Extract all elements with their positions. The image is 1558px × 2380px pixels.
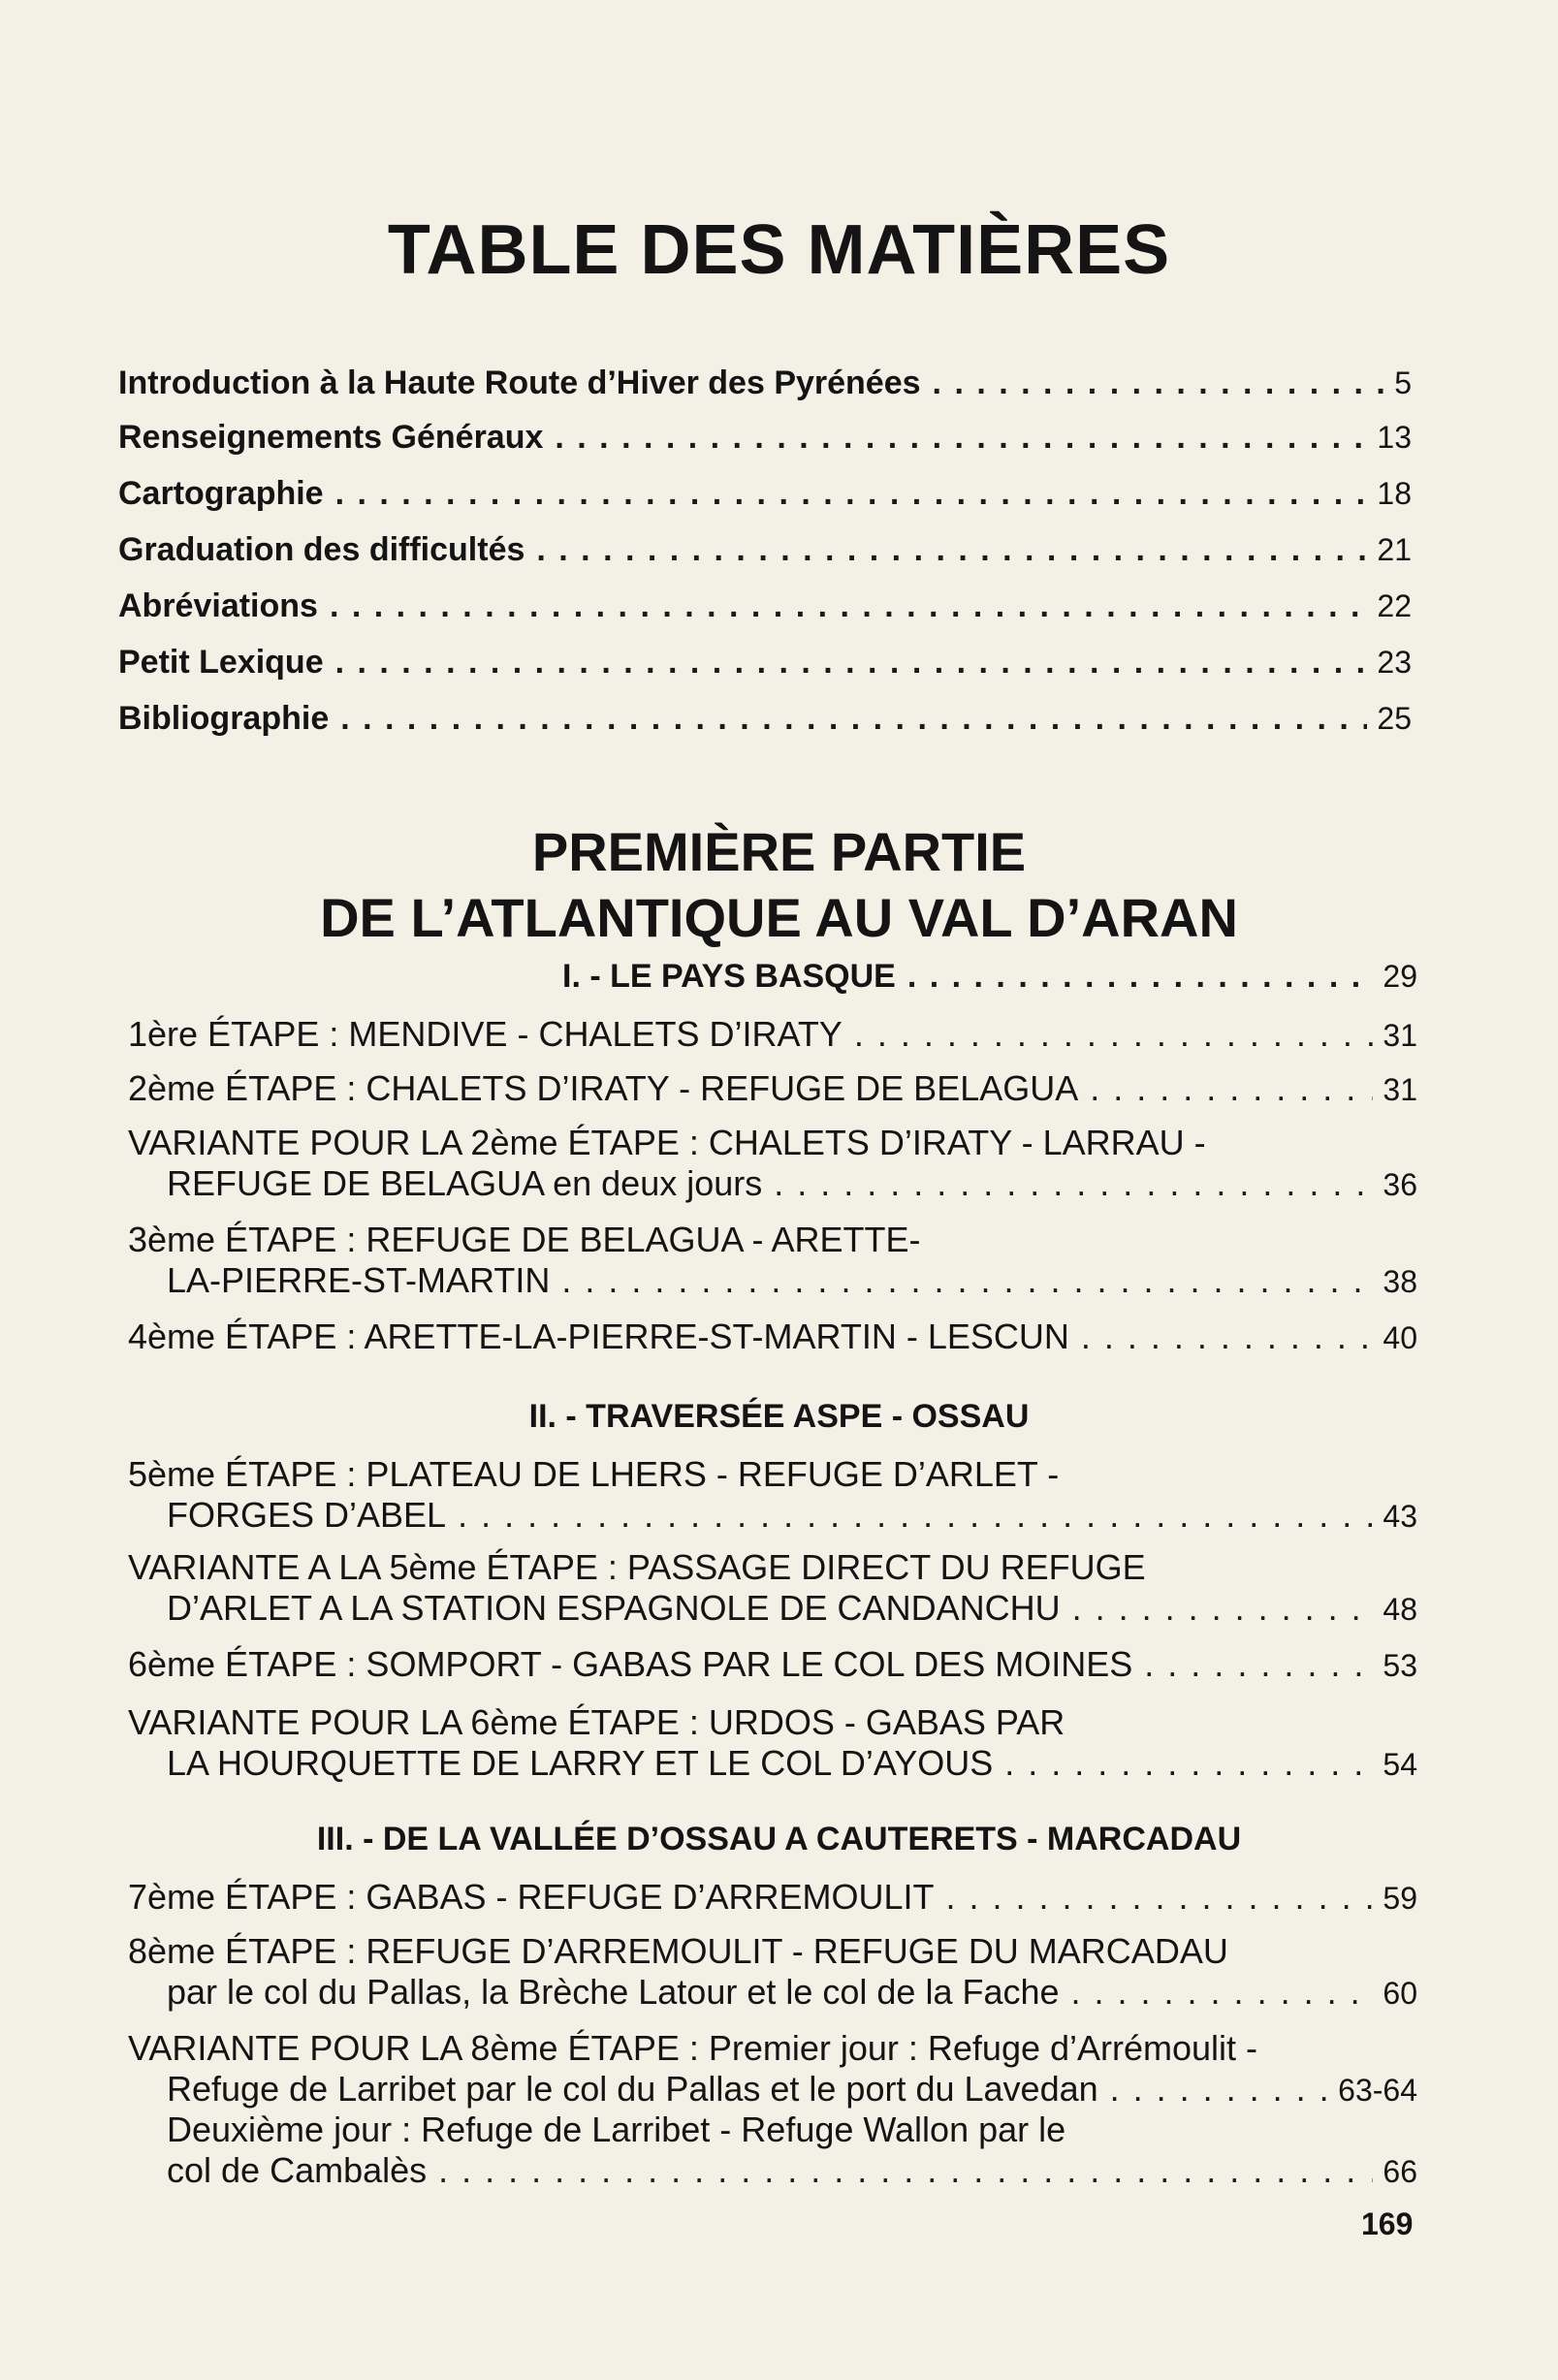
- dot-leader: [933, 365, 1385, 402]
- toc-entry-etape-2: 2ème ÉTAPE : CHALETS D’IRATY - REFUGE DE BELAGUA . . . 31: [128, 1068, 1417, 1111]
- dot-leader: [1144, 1644, 1373, 1685]
- section-heading-aspe-ossau: II. - TRAVERSÉE ASPE - OSSAU: [528, 1398, 1030, 1435]
- toc-entry-renseignements: Renseignements Généraux . . . 13: [118, 419, 1412, 461]
- toc-entry-variante-8-line1: VARIANTE POUR LA 8ème ÉTAPE : Premier jour : Refuge d’Arrémoulit -: [128, 2028, 1258, 2068]
- dot-leader: [1071, 1972, 1374, 2013]
- toc-entry-variante-2: REFUGE DE BELAGUA en deux jours . . . 36: [167, 1163, 1417, 1206]
- toc-entry-etape-8-line1: 8ème ÉTAPE : REFUGE D’ARREMOULIT - REFUGE DU MARCADAU: [128, 1931, 1228, 1971]
- toc-entry-variante-2-line1: VARIANTE POUR LA 2ème ÉTAPE : CHALETS D’IRATY - LARRAU -: [128, 1123, 1206, 1162]
- dot-leader: [438, 2150, 1373, 2191]
- toc-entry-variante-6-line1: VARIANTE POUR LA 6ème ÉTAPE : URDOS - GABAS PAR: [128, 1702, 1065, 1742]
- dot-leader: [946, 1877, 1374, 1918]
- dot-leader: [1081, 1317, 1374, 1357]
- dot-leader: [340, 700, 1367, 738]
- dot-leader: [907, 958, 1374, 996]
- toc-entry-variante-8-day2: col de Cambalès . . . 66: [167, 2150, 1417, 2193]
- dot-leader: [561, 1260, 1373, 1301]
- dot-leader: [774, 1163, 1373, 1204]
- toc-entry-variante-8-day1: Refuge de Larribet par le col du Pallas et le port du Lavedan . . . 63-64: [167, 2069, 1417, 2111]
- toc-entry-etape-6: 6ème ÉTAPE : SOMPORT - GABAS PAR LE COL DES MOINES . . . 53: [128, 1644, 1417, 1687]
- dot-leader: [330, 587, 1367, 625]
- toc-entry-lexique: Petit Lexique . . . 23: [118, 644, 1412, 686]
- toc-entry-etape-3-line1: 3ème ÉTAPE : REFUGE DE BELAGUA - ARETTE-: [128, 1220, 921, 1259]
- toc-entry-abreviations: Abréviations . . . 22: [118, 587, 1412, 630]
- dot-leader: [1090, 1068, 1373, 1109]
- dot-leader: [854, 1014, 1374, 1055]
- section-heading-ossau-cauterets: III. - DE LA VALLÉE D’OSSAU A CAUTERETS - MARCADAU: [316, 1821, 1242, 1857]
- dot-leader: [335, 475, 1368, 513]
- part-heading-line1: PREMIÈRE PARTIE: [531, 821, 1027, 882]
- toc-entry-etape-4: 4ème ÉTAPE : ARETTE-LA-PIERRE-ST-MARTIN - LESCUN . . . 40: [128, 1317, 1417, 1359]
- toc-entry-cartographie: Cartographie . . . 18: [118, 475, 1412, 518]
- toc-entry-variante-8-line3: Deuxième jour : Refuge de Larribet - Refuge Wallon par le: [167, 2110, 1066, 2149]
- toc-entry-variante-5-line1: VARIANTE A LA 5ème ÉTAPE : PASSAGE DIRECT DU REFUGE: [128, 1547, 1146, 1587]
- toc-entry-etape-1: 1ère ÉTAPE : MENDIVE - CHALETS D’IRATY . . . 31: [128, 1014, 1417, 1057]
- dot-leader: [1110, 2069, 1329, 2110]
- page-title: TABLE DES MATIÈRES: [387, 211, 1171, 289]
- toc-entry-etape-7: 7ème ÉTAPE : GABAS - REFUGE D’ARREMOULIT . . . 59: [128, 1877, 1417, 1920]
- toc-entry-bibliographie: Bibliographie . . . 25: [118, 700, 1412, 743]
- toc-entry-etape-8: par le col du Pallas, la Brèche Latour et le col de la Fache . . . 60: [167, 1972, 1417, 2015]
- page-number: 169: [1361, 2206, 1414, 2241]
- dot-leader: [1072, 1588, 1374, 1629]
- toc-entry-variante-6: LA HOURQUETTE DE LARRY ET LE COL D’AYOUS . . . 54: [167, 1743, 1417, 1786]
- toc-entry-graduation: Graduation des difficultés . . . 21: [118, 531, 1412, 574]
- dot-leader: [536, 531, 1367, 569]
- toc-entry-introduction: Introduction à la Haute Route d’Hiver des Pyrénées . . . 5: [118, 365, 1412, 407]
- part-heading-line2: DE L’ATLANTIQUE AU VAL D’ARAN: [320, 887, 1238, 948]
- toc-entry-etape-5: FORGES D’ABEL . . . 43: [167, 1495, 1417, 1538]
- dot-leader: [555, 419, 1367, 457]
- toc-entry-variante-5: D’ARLET A LA STATION ESPAGNOLE DE CANDANCHU . . . 48: [167, 1588, 1417, 1631]
- toc-entry-etape-5-line1: 5ème ÉTAPE : PLATEAU DE LHERS - REFUGE D’ARLET -: [128, 1454, 1060, 1494]
- dot-leader: [458, 1495, 1373, 1536]
- toc-entry-etape-3: LA-PIERRE-ST-MARTIN . . . 38: [167, 1260, 1417, 1303]
- section-heading-pays-basque: I. - LE PAYS BASQUE . . . 29: [128, 958, 1417, 1000]
- dot-leader: [335, 644, 1368, 682]
- dot-leader: [1004, 1743, 1373, 1784]
